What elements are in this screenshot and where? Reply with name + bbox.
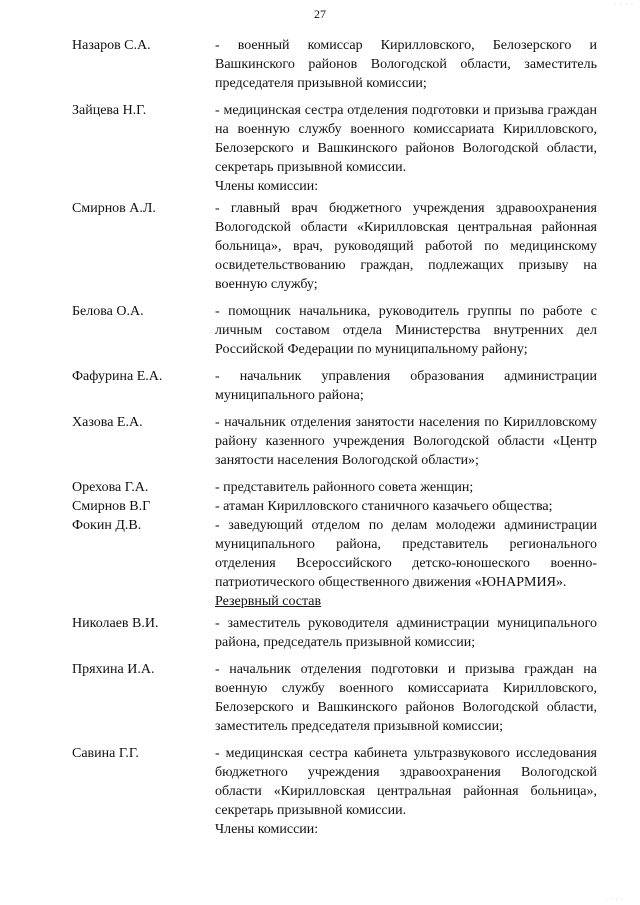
person-name: Зайцева Н.Г. [72,103,147,118]
person-role: - начальник управления образования администрации муниципального района; [215,369,597,403]
person-name: Белова О.А. [72,304,144,319]
person-role: - медицинская сестра кабинета ультразвукового исследования бюджетного учреждения здравоохранения Вологодской области «Кирилловская центральная районная больница», секретарь призывной комиссии. [215,746,597,818]
corner-marks-top: · · · · [614,2,634,8]
person-name: Фокин Д.В. [72,518,142,533]
list-item [72,413,597,470]
section-label: Члены комиссии: [215,822,319,837]
list-item [72,101,597,177]
list-item [72,302,597,359]
person-name: Орехова Г.А. [72,480,149,495]
list-item [72,660,597,736]
person-name: Фафурина Е.А. [72,369,163,384]
person-name: Николаев В.И. [72,616,159,631]
list-item [72,516,597,592]
person-role: - заместитель руководителя администрации муниципального района, председатель призывной комиссии; [215,616,597,650]
person-role: - военный комиссар Кирилловского, Белозерского и Вашкинского районов Вологодской области, заместитель председателя призывной комиссии; [215,38,597,91]
list-item [72,36,597,93]
section-label: Члены комиссии: [215,179,319,194]
person-role: - начальник отделения подготовки и призыва граждан на военную службу военного комиссариата Кирилловского, Белозерского и Вашкинского районов Вологодской области, заместитель председателя призывной комиссии; [215,662,597,734]
person-role: - представитель районного совета женщин; [215,480,474,495]
commission-list [72,36,597,839]
person-role: - атаман Кирилловского станичного казачьего общества; [215,499,553,514]
person-name: Пряхина И.А. [72,662,155,677]
person-name: Смирнов В.Г [72,499,151,514]
list-item [72,478,597,497]
person-name: Назаров С.А. [72,38,151,53]
person-role: - помощник начальника, руководитель группы по работе с личным составом отдела Министерства внутренних дел Российской Федерации по муниципальному району; [215,304,597,357]
person-role: - медицинская сестра отделения подготовки и призыва граждан на военную службу военного комиссариата Кирилловского, Белозерского и Вашкинского районов Вологодской области, секретарь призывной комиссии. [215,103,597,175]
person-role: - начальник отделения занятости населения по Кирилловскому району казенного учреждения Вологодской области «Центр занятости населения Вологодской области»; [215,415,597,468]
page-number: 27 [314,7,326,21]
list-item [72,614,597,652]
list-item [72,199,597,294]
person-name: Смирнов А.Л. [72,201,156,216]
corner-marks-bottom: · · · · [604,897,624,903]
list-item [72,497,597,516]
person-name: Хазова Е.А. [72,415,143,430]
person-role: - главный врач бюджетного учреждения здравоохранения Вологодской области «Кирилловская центральная районная больница», врач, руководящий работой по медицинскому освидетельствованию граждан, подлежащих призыву на военную службу; [215,201,597,292]
reserve-heading: Резервный состав [215,594,322,609]
list-item [72,367,597,405]
list-item [72,744,597,820]
person-name: Савина Г.Г. [72,746,139,761]
person-role: - заведующий отделом по делам молодежи администрации муниципального района, представитель регионального отделения Всероссийского детско-юношеского военно-патриотического общественного движения «ЮНАРМИЯ». [215,518,597,590]
